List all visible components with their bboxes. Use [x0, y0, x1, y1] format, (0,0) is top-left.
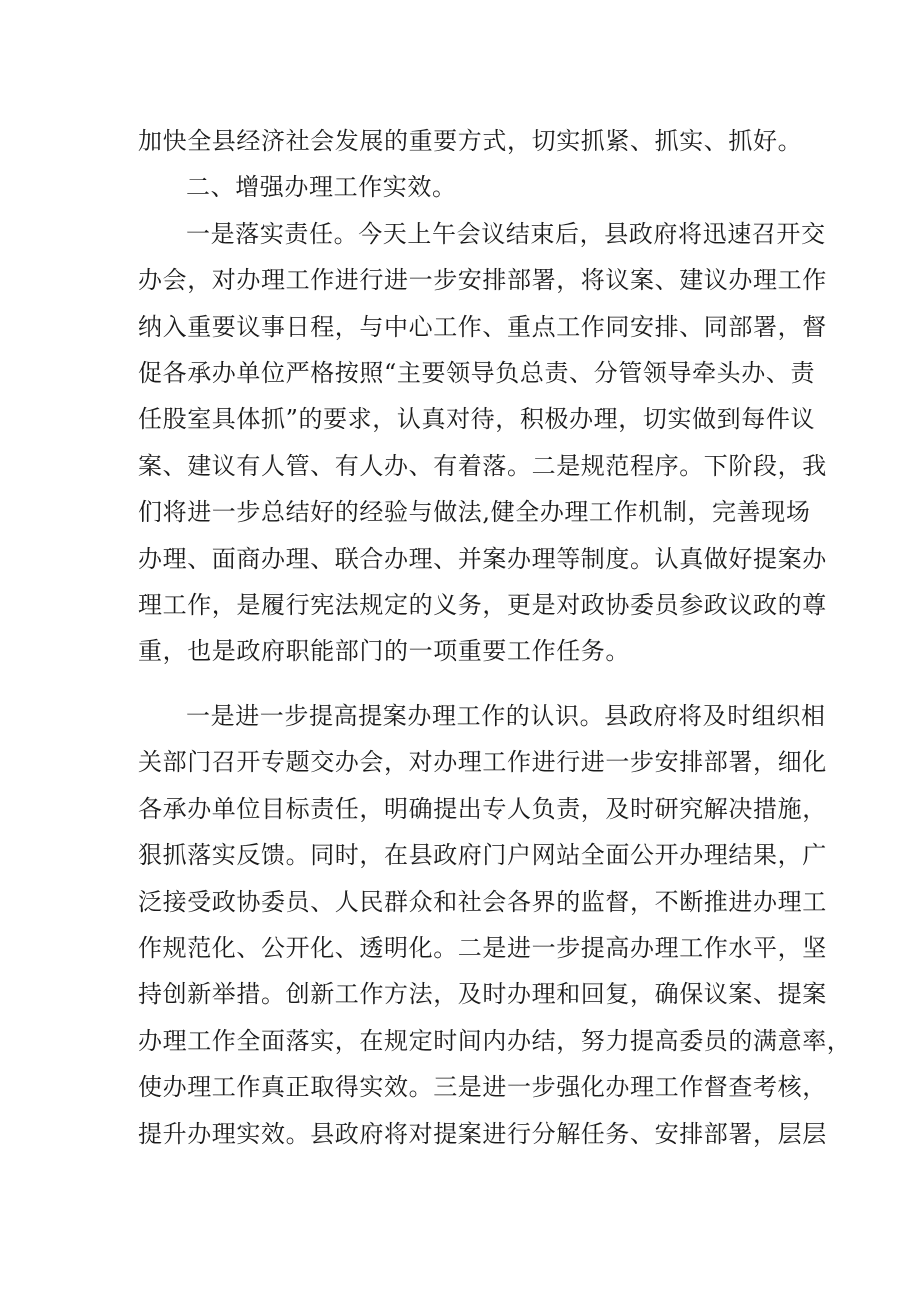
text-line: 持创新举措。创新工作方法，及时办理和回复，确保议案、提案 — [138, 980, 827, 1009]
text-line: 狠抓落实反馈。同时，在县政府门户网站全面公开办理结果，广 — [138, 841, 827, 870]
text-line: 一是落实责任。今天上午会议结束后，县政府将迅速召开交 — [186, 219, 826, 248]
text-line: 加快全县经济社会发展的重要方式，切实抓紧、抓实、抓好。 — [138, 127, 803, 155]
text-line: 重，也是政府职能部门的一项重要工作任务。 — [138, 637, 630, 666]
text-line: 纳入重要议事日程，与中心工作、重点工作同安排、同部署，督 — [138, 312, 827, 341]
document-body — [138, 118, 852, 1157]
text-line: 办理、面商办理、联合办理、并案办理等制度。认真做好提案办 — [138, 544, 827, 573]
text-line: 关部门召开专题交办会，对办理工作进行进一步安排部署，细化 — [138, 748, 827, 777]
text-line: 案、建议有人管、有人办、有着落。二是规范程序。下阶段，我 — [138, 451, 827, 480]
paragraph-responsibility — [138, 211, 827, 675]
text-line: 一是进一步提高提案办理工作的认识。县政府将及时组织相 — [186, 701, 826, 730]
text-line: 泛接受政协委员、人民群众和社会各界的监督，不断推进办理工 — [138, 887, 827, 916]
text-line: 二、增强办理工作实效。 — [186, 173, 457, 202]
text-line: 使办理工作真正取得实效。三是进一步强化办理工作督查考核， — [138, 1073, 827, 1102]
section-heading — [138, 164, 786, 210]
paragraph-awareness — [138, 693, 852, 1157]
text-line: 理工作，是履行宪法规定的义务，更是对政协委员参政议政的尊 — [138, 591, 827, 620]
text-line: 促各承办单位严格按照“主要领导负总责、分管领导牵头办、责 — [138, 359, 816, 388]
paragraph-gap — [138, 675, 786, 693]
paragraph-continuation — [138, 118, 803, 164]
text-line: 办理工作全面落实，在规定时间内办结，努力提高委员的满意率， — [138, 1026, 852, 1055]
text-line: 各承办单位目标责任，明确提出专人负责，及时研究解决措施， — [138, 794, 827, 823]
text-line: 任股室具体抓”的要求，认真对待，积极办理，切实做到每件议 — [138, 405, 816, 434]
text-line: 办会，对办理工作进行进一步安排部署，将议案、建议办理工作 — [138, 266, 827, 295]
text-line: 提升办理实效。县政府将对提案进行分解任务、安排部署，层层 — [138, 1119, 827, 1148]
text-line: 作规范化、公开化、透明化。二是进一步提高办理工作水平，坚 — [138, 933, 827, 962]
text-line: 们将进一步总结好的经验与做法,健全办理工作机制，完善现场 — [138, 498, 811, 527]
